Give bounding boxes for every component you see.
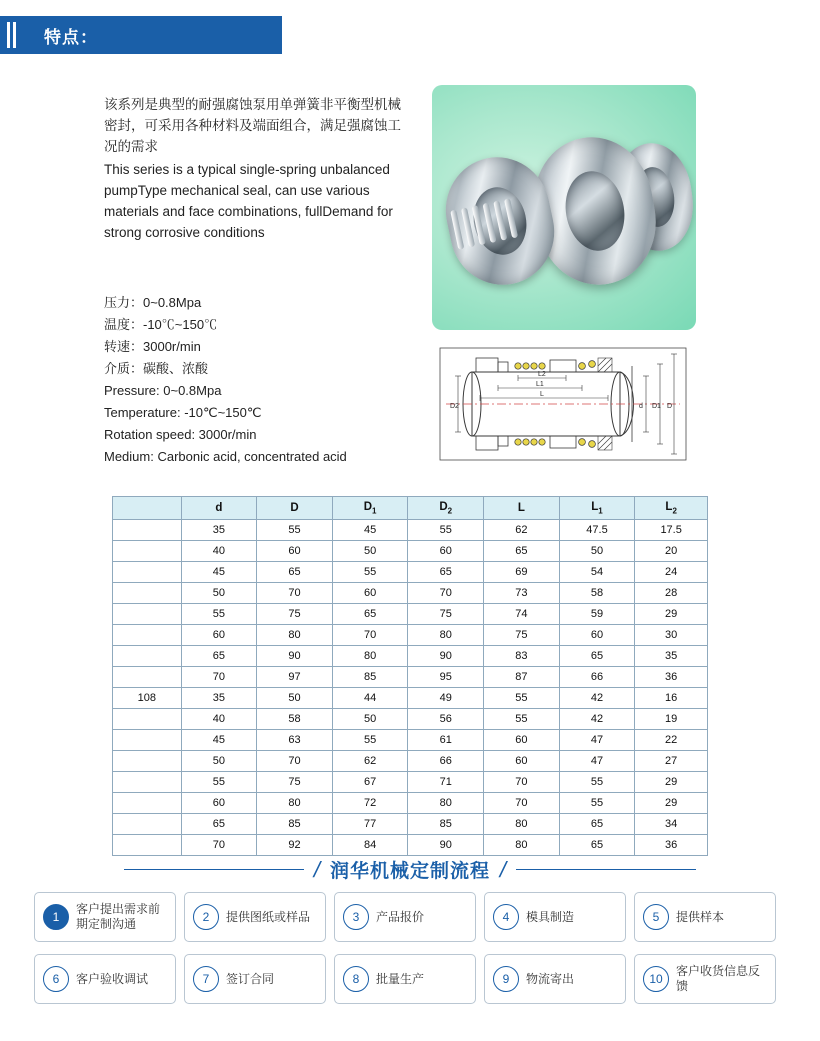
table-row <box>113 793 708 814</box>
table-cell: 75 <box>257 604 333 625</box>
table-cell: 85 <box>257 814 333 835</box>
table-cell: 30 <box>635 625 708 646</box>
drawing-label-d1: D1 <box>652 403 661 410</box>
table-cell: 45 <box>332 520 408 541</box>
spec-pressure-cn: 压力：0~0.8Mpa <box>104 295 202 310</box>
table-cell: 71 <box>408 772 484 793</box>
flow-step-number: 5 <box>643 904 669 930</box>
table-cell: 36 <box>635 835 708 856</box>
table-cell: 35 <box>181 688 257 709</box>
table-cell: 70 <box>181 835 257 856</box>
table-cell: 92 <box>257 835 333 856</box>
table-cell: 58 <box>257 709 333 730</box>
table-cell: 47 <box>559 730 635 751</box>
flow-step-number: 8 <box>343 966 369 992</box>
table-cell <box>113 625 182 646</box>
table-cell: 70 <box>332 625 408 646</box>
table-cell: 47.5 <box>559 520 635 541</box>
table-cell: 70 <box>484 772 560 793</box>
table-cell: 75 <box>408 604 484 625</box>
flow-step-4[interactable] <box>484 892 626 942</box>
drawing-label-d2: D2 <box>450 403 459 410</box>
table-cell: 90 <box>257 646 333 667</box>
table-cell <box>113 709 182 730</box>
table-cell: 49 <box>408 688 484 709</box>
table-cell <box>113 793 182 814</box>
table-cell: 36 <box>635 667 708 688</box>
drawing-label-l: L <box>540 391 544 398</box>
flow-slash-right: / <box>497 856 509 882</box>
table-row <box>113 751 708 772</box>
product-photo <box>432 85 696 330</box>
table-cell: 28 <box>635 583 708 604</box>
spec-medium-en: Medium: Carbonic acid, concentrated acid <box>104 449 347 464</box>
table-cell <box>113 667 182 688</box>
table-cell: 50 <box>559 541 635 562</box>
table-header-cell: D <box>257 497 333 520</box>
table-cell: 90 <box>408 835 484 856</box>
table-row <box>113 625 708 646</box>
spec-temperature-cn: 温度：-10℃~150℃ <box>104 317 218 332</box>
table-cell: 80 <box>408 793 484 814</box>
table-cell: 85 <box>408 814 484 835</box>
flow-step-label: 客户验收调试 <box>76 971 149 986</box>
section-header-banner <box>0 16 282 54</box>
flow-step-5[interactable] <box>634 892 776 942</box>
flow-title-row <box>0 856 820 883</box>
flow-step-8[interactable] <box>334 954 476 1004</box>
table-cell: 60 <box>408 541 484 562</box>
table-cell: 80 <box>408 625 484 646</box>
intro-text-en: This series is a typical single-spring unbalanced pumpType mechanical seal, can use various materials and face combinations, fullDemand for strong corrosive conditions <box>104 162 393 240</box>
table-cell <box>113 562 182 583</box>
table-cell: 69 <box>484 562 560 583</box>
flow-step-label: 物流寄出 <box>526 971 575 986</box>
flow-step-3[interactable] <box>334 892 476 942</box>
table-cell: 58 <box>559 583 635 604</box>
table-cell: 65 <box>559 835 635 856</box>
flow-step-label: 签订合同 <box>226 971 275 986</box>
flow-step-label: 客户收货信息反馈 <box>676 964 761 993</box>
table-cell: 60 <box>332 583 408 604</box>
spec-list <box>104 292 424 468</box>
table-cell: 55 <box>332 730 408 751</box>
table-cell: 34 <box>635 814 708 835</box>
table-cell: 17.5 <box>635 520 708 541</box>
drawing-label-d-small: d <box>639 403 643 410</box>
table-cell: 87 <box>484 667 560 688</box>
table-cell: 55 <box>257 520 333 541</box>
table-cell: 95 <box>408 667 484 688</box>
table-row <box>113 646 708 667</box>
table-cell: 63 <box>257 730 333 751</box>
table-cell: 62 <box>484 520 560 541</box>
flow-step-7[interactable] <box>184 954 326 1004</box>
flow-step-1[interactable] <box>34 892 176 942</box>
table-cell: 50 <box>332 709 408 730</box>
table-cell: 70 <box>408 583 484 604</box>
table-cell <box>113 541 182 562</box>
table-header-cell: $L_1$ <box>559 497 635 520</box>
table-cell: 62 <box>332 751 408 772</box>
spec-temperature-en: Temperature: -10℃~150℃ <box>104 405 262 420</box>
flow-step-label: 批量生产 <box>376 971 425 986</box>
table-cell: 66 <box>559 667 635 688</box>
table-cell: 35 <box>181 520 257 541</box>
table-cell: 65 <box>181 646 257 667</box>
table-cell: 16 <box>635 688 708 709</box>
table-cell: 70 <box>257 583 333 604</box>
flow-step-6[interactable] <box>34 954 176 1004</box>
table-header-cell: $D_1$ <box>332 497 408 520</box>
table-row <box>113 541 708 562</box>
flow-step-label: 模具制造 <box>526 909 575 924</box>
flow-title-line-left <box>124 869 304 870</box>
table-cell: 67 <box>332 772 408 793</box>
table-cell: 55 <box>181 772 257 793</box>
table-cell: 70 <box>257 751 333 772</box>
table-cell: 55 <box>484 688 560 709</box>
table-cell: 65 <box>484 541 560 562</box>
table-cell <box>113 814 182 835</box>
table-cell: 50 <box>332 541 408 562</box>
table-row <box>113 709 708 730</box>
spec-speed-en: Rotation speed: 3000r/min <box>104 427 257 442</box>
table-cell: 65 <box>408 562 484 583</box>
table-cell <box>113 604 182 625</box>
flow-step-9[interactable] <box>484 954 626 1004</box>
table-cell: 55 <box>408 520 484 541</box>
table-cell: 40 <box>181 541 257 562</box>
table-header-row <box>113 497 708 520</box>
table-cell: 29 <box>635 793 708 814</box>
table-cell: 29 <box>635 604 708 625</box>
table-cell: 55 <box>559 793 635 814</box>
table-cell: 19 <box>635 709 708 730</box>
intro-text-cn: 该系列是典型的耐强腐蚀泵用单弹簧非平衡型机械密封，可采用各种材料及端面组合，满足强腐蚀工况的需求 <box>104 97 401 154</box>
table-cell: 54 <box>559 562 635 583</box>
table-cell: 35 <box>635 646 708 667</box>
technical-drawing <box>432 336 694 472</box>
flow-step-label: 提供样本 <box>676 909 725 924</box>
table-cell: 60 <box>484 751 560 772</box>
table-cell: 56 <box>408 709 484 730</box>
spec-table <box>112 496 708 856</box>
table-cell: 60 <box>257 541 333 562</box>
flow-step-10[interactable] <box>634 954 776 1004</box>
table-cell: 61 <box>408 730 484 751</box>
flow-step-label: 客户提出需求前期定制沟通 <box>76 902 161 931</box>
flow-slash-left: / <box>311 856 323 882</box>
table-cell: 80 <box>332 646 408 667</box>
flow-step-2[interactable] <box>184 892 326 942</box>
flow-step-number: 3 <box>343 904 369 930</box>
table-cell: 60 <box>181 625 257 646</box>
table-cell: 73 <box>484 583 560 604</box>
table-cell: 59 <box>559 604 635 625</box>
table-cell <box>113 772 182 793</box>
table-cell <box>113 520 182 541</box>
table-cell: 75 <box>484 625 560 646</box>
table-cell: 80 <box>484 835 560 856</box>
table-cell: 27 <box>635 751 708 772</box>
table-cell: 44 <box>332 688 408 709</box>
table-header-cell: d <box>181 497 257 520</box>
table-cell <box>113 730 182 751</box>
table-cell: 22 <box>635 730 708 751</box>
table-cell: 65 <box>332 604 408 625</box>
table-cell: 55 <box>332 562 408 583</box>
table-cell: 47 <box>559 751 635 772</box>
table-cell: 66 <box>408 751 484 772</box>
drawing-label-d: D <box>667 403 673 410</box>
table-cell: 65 <box>559 646 635 667</box>
spec-speed-cn: 转速：3000r/min <box>104 339 201 354</box>
table-cell: 108 <box>113 688 182 709</box>
table-cell: 65 <box>559 814 635 835</box>
table-cell: 50 <box>181 751 257 772</box>
table-cell: 55 <box>559 772 635 793</box>
technical-drawing-svg <box>432 336 694 472</box>
table-header-cell: L <box>484 497 560 520</box>
table-row <box>113 604 708 625</box>
spec-table-wrapper <box>112 496 708 856</box>
table-cell: 24 <box>635 562 708 583</box>
table-cell: 60 <box>559 625 635 646</box>
table-cell: 50 <box>181 583 257 604</box>
table-cell: 40 <box>181 709 257 730</box>
drawing-label-l1: L1 <box>536 381 544 388</box>
table-row <box>113 667 708 688</box>
table-cell: 80 <box>257 625 333 646</box>
table-cell <box>113 583 182 604</box>
flow-step-number: 1 <box>43 904 69 930</box>
table-row <box>113 688 708 709</box>
table-cell <box>113 751 182 772</box>
table-cell: 65 <box>181 814 257 835</box>
flow-step-number: 7 <box>193 966 219 992</box>
flow-step-number: 10 <box>643 966 669 992</box>
table-cell: 72 <box>332 793 408 814</box>
table-cell: 60 <box>484 730 560 751</box>
table-row <box>113 583 708 604</box>
table-cell <box>113 835 182 856</box>
table-cell: 20 <box>635 541 708 562</box>
flow-step-number: 2 <box>193 904 219 930</box>
table-header-cell: $D_2$ <box>408 497 484 520</box>
table-cell: 70 <box>484 793 560 814</box>
table-row <box>113 835 708 856</box>
table-cell: 75 <box>257 772 333 793</box>
table-cell: 60 <box>181 793 257 814</box>
table-cell: 42 <box>559 688 635 709</box>
table-cell: 70 <box>181 667 257 688</box>
flow-step-number: 9 <box>493 966 519 992</box>
table-header-cell: $L_2$ <box>635 497 708 520</box>
table-cell: 74 <box>484 604 560 625</box>
flow-step-label: 提供图纸或样品 <box>226 909 311 924</box>
table-cell: 83 <box>484 646 560 667</box>
intro-text-block <box>104 94 404 243</box>
table-cell: 55 <box>181 604 257 625</box>
table-cell: 84 <box>332 835 408 856</box>
table-header-cell <box>113 497 182 520</box>
table-row <box>113 772 708 793</box>
table-cell <box>113 646 182 667</box>
drawing-label-l2: L2 <box>538 371 546 378</box>
spec-medium-cn: 介质：碳酸、浓酸 <box>104 361 209 376</box>
table-cell: 80 <box>257 793 333 814</box>
table-cell: 65 <box>257 562 333 583</box>
flow-step-grid <box>34 892 786 1004</box>
flow-title-line-right <box>516 869 696 870</box>
table-cell: 29 <box>635 772 708 793</box>
flow-step-number: 4 <box>493 904 519 930</box>
table-cell: 50 <box>257 688 333 709</box>
table-cell: 90 <box>408 646 484 667</box>
table-cell: 45 <box>181 562 257 583</box>
table-row <box>113 520 708 541</box>
flow-title: 润华机械定制流程 <box>329 861 490 882</box>
table-cell: 85 <box>332 667 408 688</box>
table-cell: 45 <box>181 730 257 751</box>
table-cell: 77 <box>332 814 408 835</box>
table-row <box>113 814 708 835</box>
header-title: 特点： <box>22 16 282 54</box>
table-cell: 55 <box>484 709 560 730</box>
flow-step-number: 6 <box>43 966 69 992</box>
table-row <box>113 562 708 583</box>
spec-pressure-en: Pressure: 0~0.8Mpa <box>104 383 222 398</box>
table-cell: 97 <box>257 667 333 688</box>
flow-step-label: 产品报价 <box>376 909 425 924</box>
table-cell: 80 <box>484 814 560 835</box>
table-row <box>113 730 708 751</box>
header-bars-icon <box>0 16 22 54</box>
table-cell: 42 <box>559 709 635 730</box>
